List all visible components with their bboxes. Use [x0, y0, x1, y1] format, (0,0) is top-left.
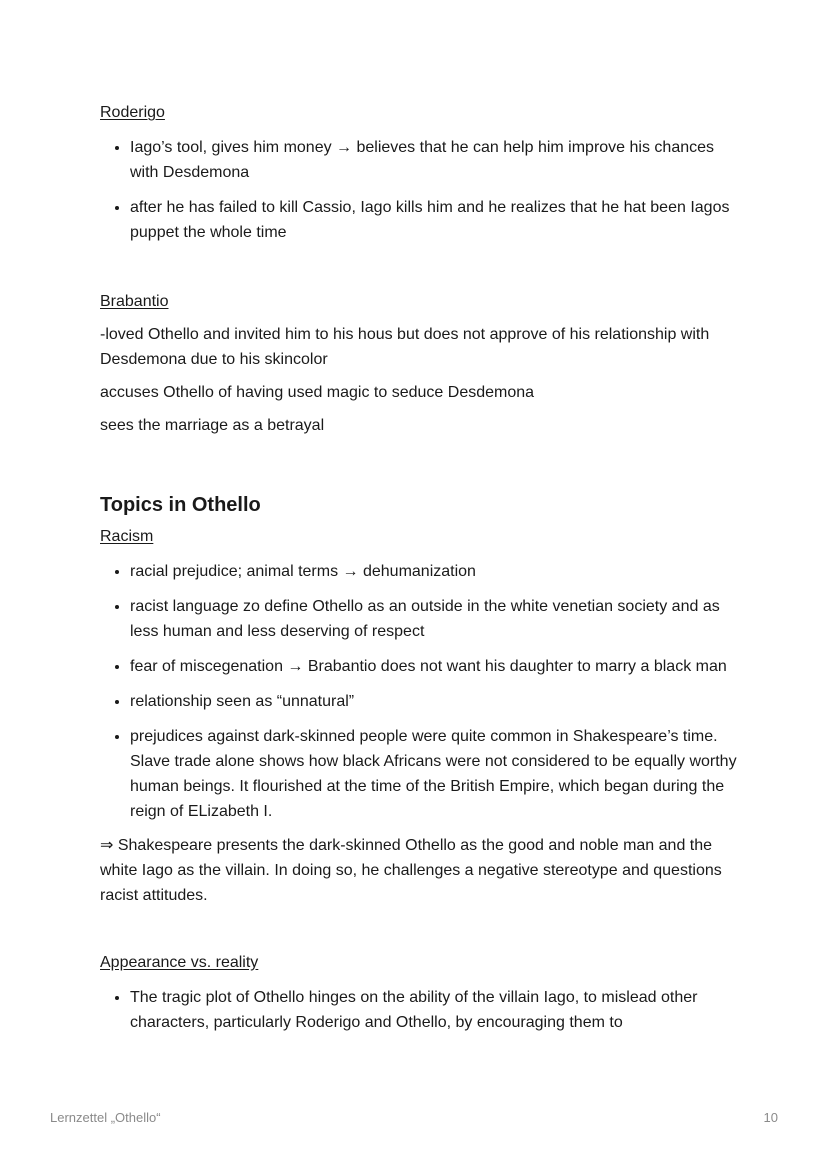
appearance-bullet-list: [100, 985, 740, 1035]
section-title: Topics in Othello: [100, 494, 261, 516]
brabantio-line: -loved Othello and invited him to his hous but does not approve of his relationship with Desdemona due to his skincolor: [100, 326, 710, 368]
roderigo-bullet-list: [100, 135, 740, 245]
list-item: • prejudices against dark-skinned people were quite common in Shakespeare’s time. Slave trade alone shows how black Africans were not considered to be equally worthy human beings. It flourished at the time of the British Empire, which began during the reign of ELizabeth I.: [130, 724, 740, 824]
list-item: • fear of miscegenation → Brabantio does not want his daughter to marry a black man: [130, 654, 740, 679]
roderigo-heading: Roderigo: [100, 104, 165, 121]
racism-conclusion: ⇒ Shakespeare presents the dark-skinned Othello as the good and noble man and the white Iago as the villain. In doing so, he challenges a negative stereotype and questions racist attitudes.: [100, 837, 722, 904]
page-number: 10: [763, 1110, 778, 1125]
racism-heading: Racism: [100, 528, 154, 545]
list-item: • racist language zo define Othello as an outside in the white venetian society and as less human and less deserving of respect: [130, 594, 740, 644]
list-item: • The tragic plot of Othello hinges on the ability of the villain Iago, to mislead other characters, particularly Roderigo and Othello, by encouraging them to: [130, 985, 740, 1035]
racism-bullet-list: [100, 559, 740, 824]
brabantio-line: sees the marriage as a betrayal: [100, 417, 325, 434]
footer-title: Lernzettel „Othello“: [50, 1110, 161, 1125]
list-item: • racial prejudice; animal terms → dehumanization: [130, 559, 740, 584]
document-page: [100, 100, 740, 1035]
appearance-heading: Appearance vs. reality: [100, 954, 259, 971]
list-item: • after he has failed to kill Cassio, Iago kills him and he realizes that he hat been Iagos puppet the whole time: [130, 195, 740, 245]
brabantio-heading: Brabantio: [100, 293, 169, 310]
list-item: • relationship seen as “unnatural”: [130, 689, 740, 714]
brabantio-line: accuses Othello of having used magic to seduce Desdemona: [100, 384, 535, 401]
list-item: • Iago’s tool, gives him money → believes that he can help him improve his chances with Desdemona: [130, 135, 740, 185]
